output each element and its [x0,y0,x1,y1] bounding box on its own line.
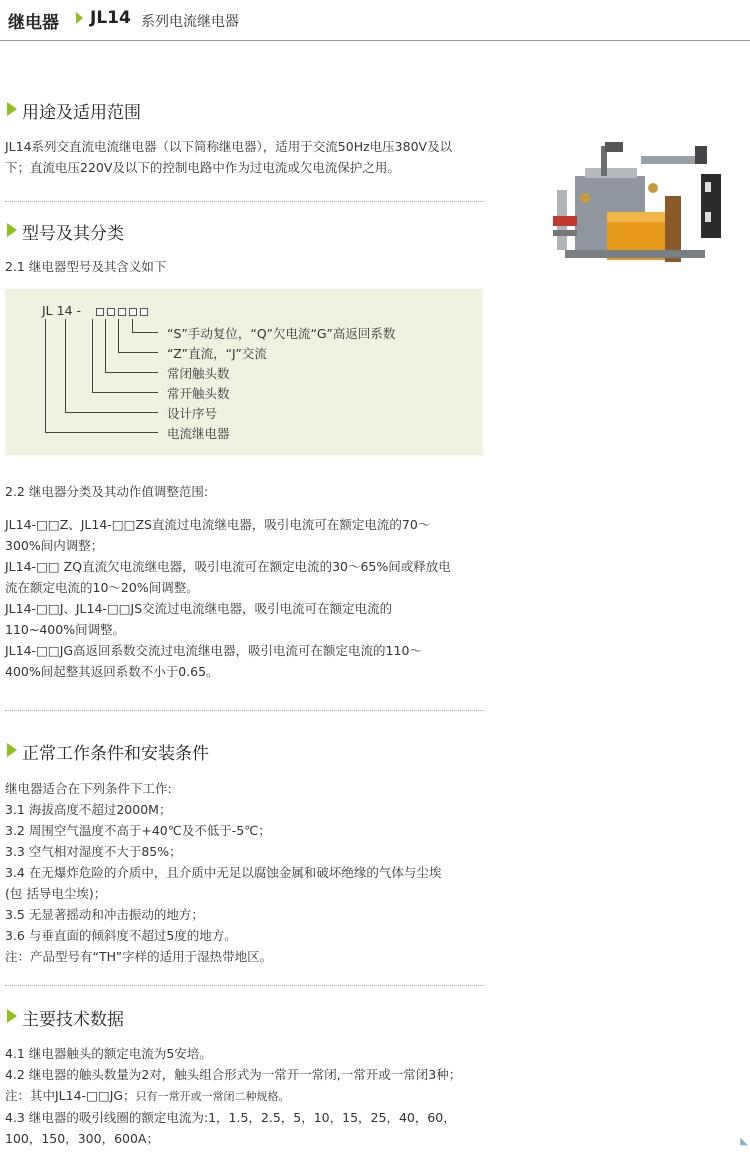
text-line: 3.2 周围空气温度不高于+40℃及不低于-5℃； [5,823,271,838]
model-intro [5,256,487,277]
text-line: JL14-□□J、JL14-□□JS交流过电流继电器，吸引电流可在额定电流的 [5,601,393,616]
classification-text [5,514,487,682]
text-line: JL14-□□Z、JL14-□□ZS直流过电流继电器，吸引电流可在额定电流的70～ [5,517,431,532]
text-line: 400%间起整其返回系数不小于0.65。 [5,664,219,679]
text-line: 注：产品型号有“TH”字样的适用于湿热带地区。 [5,949,273,964]
text-line: 4.1 继电器触头的额定电流为5安培。 [5,1046,212,1061]
section-title: 用途及适用范围 [22,103,141,123]
code-box [129,308,137,316]
note-prefix: 注：其中JL14-□□JG； [5,1088,136,1103]
text-line: JL14系列交直流电流继电器（以下简称继电器），适用于交流50Hz电压380V及以 [5,139,453,154]
text-line: 110~400%间调整。 [5,622,126,637]
text-line: (包 括导电尘埃)； [5,886,107,901]
text-line: 2.2 继电器分类及其动作值调整范围: [5,484,209,499]
relay-product-photo [545,138,727,278]
diagram-label: 常闭触头数 [167,366,230,381]
triangle-bullet-icon [7,102,17,116]
diagram-label: 常开触头数 [167,386,230,401]
text-line: JL14-□□JG高返回系数交流过电流继电器，吸引电流可在额定电流的110～ [5,643,422,658]
text-line: 3.3 空气相对湿度不大于85%； [5,844,182,859]
text-line [5,1085,487,1107]
section-title: 主要技术数据 [22,1010,124,1030]
code-box [96,308,104,316]
triangle-bullet-icon [7,743,17,757]
text-line: 下；直流电压220V及以下的控制电路中作为过电流或欠电流保护之用。 [5,160,400,175]
text-line: 300%间内调整； [5,538,104,553]
text-line: JL14-□□ ZQ直流欠电流继电器，吸引电流可在额定电流的30～65%间或释放电 [5,559,451,574]
section-title: 型号及其分类 [22,224,124,244]
technical-data-text [5,1043,487,1149]
text-line: 2.1 继电器型号及其含义如下 [5,259,167,274]
diagram-label: 电流继电器 [167,426,230,441]
text-line: 3.6 与垂直面的倾斜度不超过5度的地方。 [5,928,237,943]
header-subtitle: 系列电流继电器 [141,14,239,30]
purpose-text [5,136,487,178]
code-box [140,308,148,316]
header-arrow-icon [76,12,83,24]
model-code-prefix: JL 14 - [42,303,82,318]
text-line: 流在额定电流的10～20%间调整。 [5,580,199,595]
section-title: 正常工作条件和安装条件 [22,744,209,764]
section-divider [5,201,485,202]
text-line: 100，150，300，600A； [5,1131,159,1146]
diagram-label: 设计序号 [167,406,218,421]
header-title: 继电器 [8,13,59,33]
code-box [118,308,126,316]
diagram-label: “S”手动复位，“Q”欠电流“G”高返回系数 [167,326,396,341]
note-suffix: 只有一常开或一常闭二种规格。 [135,1090,290,1103]
header-model: JL14 [90,8,131,28]
text-line: 3.4 在无爆炸危险的介质中，且介质中无足以腐蚀金属和破坏绝缘的气体与尘埃 [5,865,442,880]
conditions-text [5,778,487,967]
text-line: 4.3 继电器的吸引线圈的额定电流为:1，1.5，2.5，5，10，15，25，40，60， [5,1110,456,1125]
text-line: 3.5 无显著摇动和冲击振动的地方； [5,907,204,922]
section-divider [5,985,485,986]
text-line: 3.1 海拔高度不超过2000M； [5,802,172,817]
diagram-label: “Z”直流，“J”交流 [167,346,267,361]
triangle-bullet-icon [7,223,17,237]
corner-mark-icon: ◣ [740,1136,748,1147]
code-box [107,308,115,316]
text-line: 4.2 继电器的触头数量为2对，触头组合形式为一常开一常闭,一常开或一常闭3种； [5,1067,462,1082]
triangle-bullet-icon [7,1009,17,1023]
model-code-diagram [5,289,483,455]
classification-title [5,481,487,502]
text-line: 继电器适合在下列条件下工作: [5,781,172,796]
page-header [0,0,750,41]
section-divider [5,710,485,711]
